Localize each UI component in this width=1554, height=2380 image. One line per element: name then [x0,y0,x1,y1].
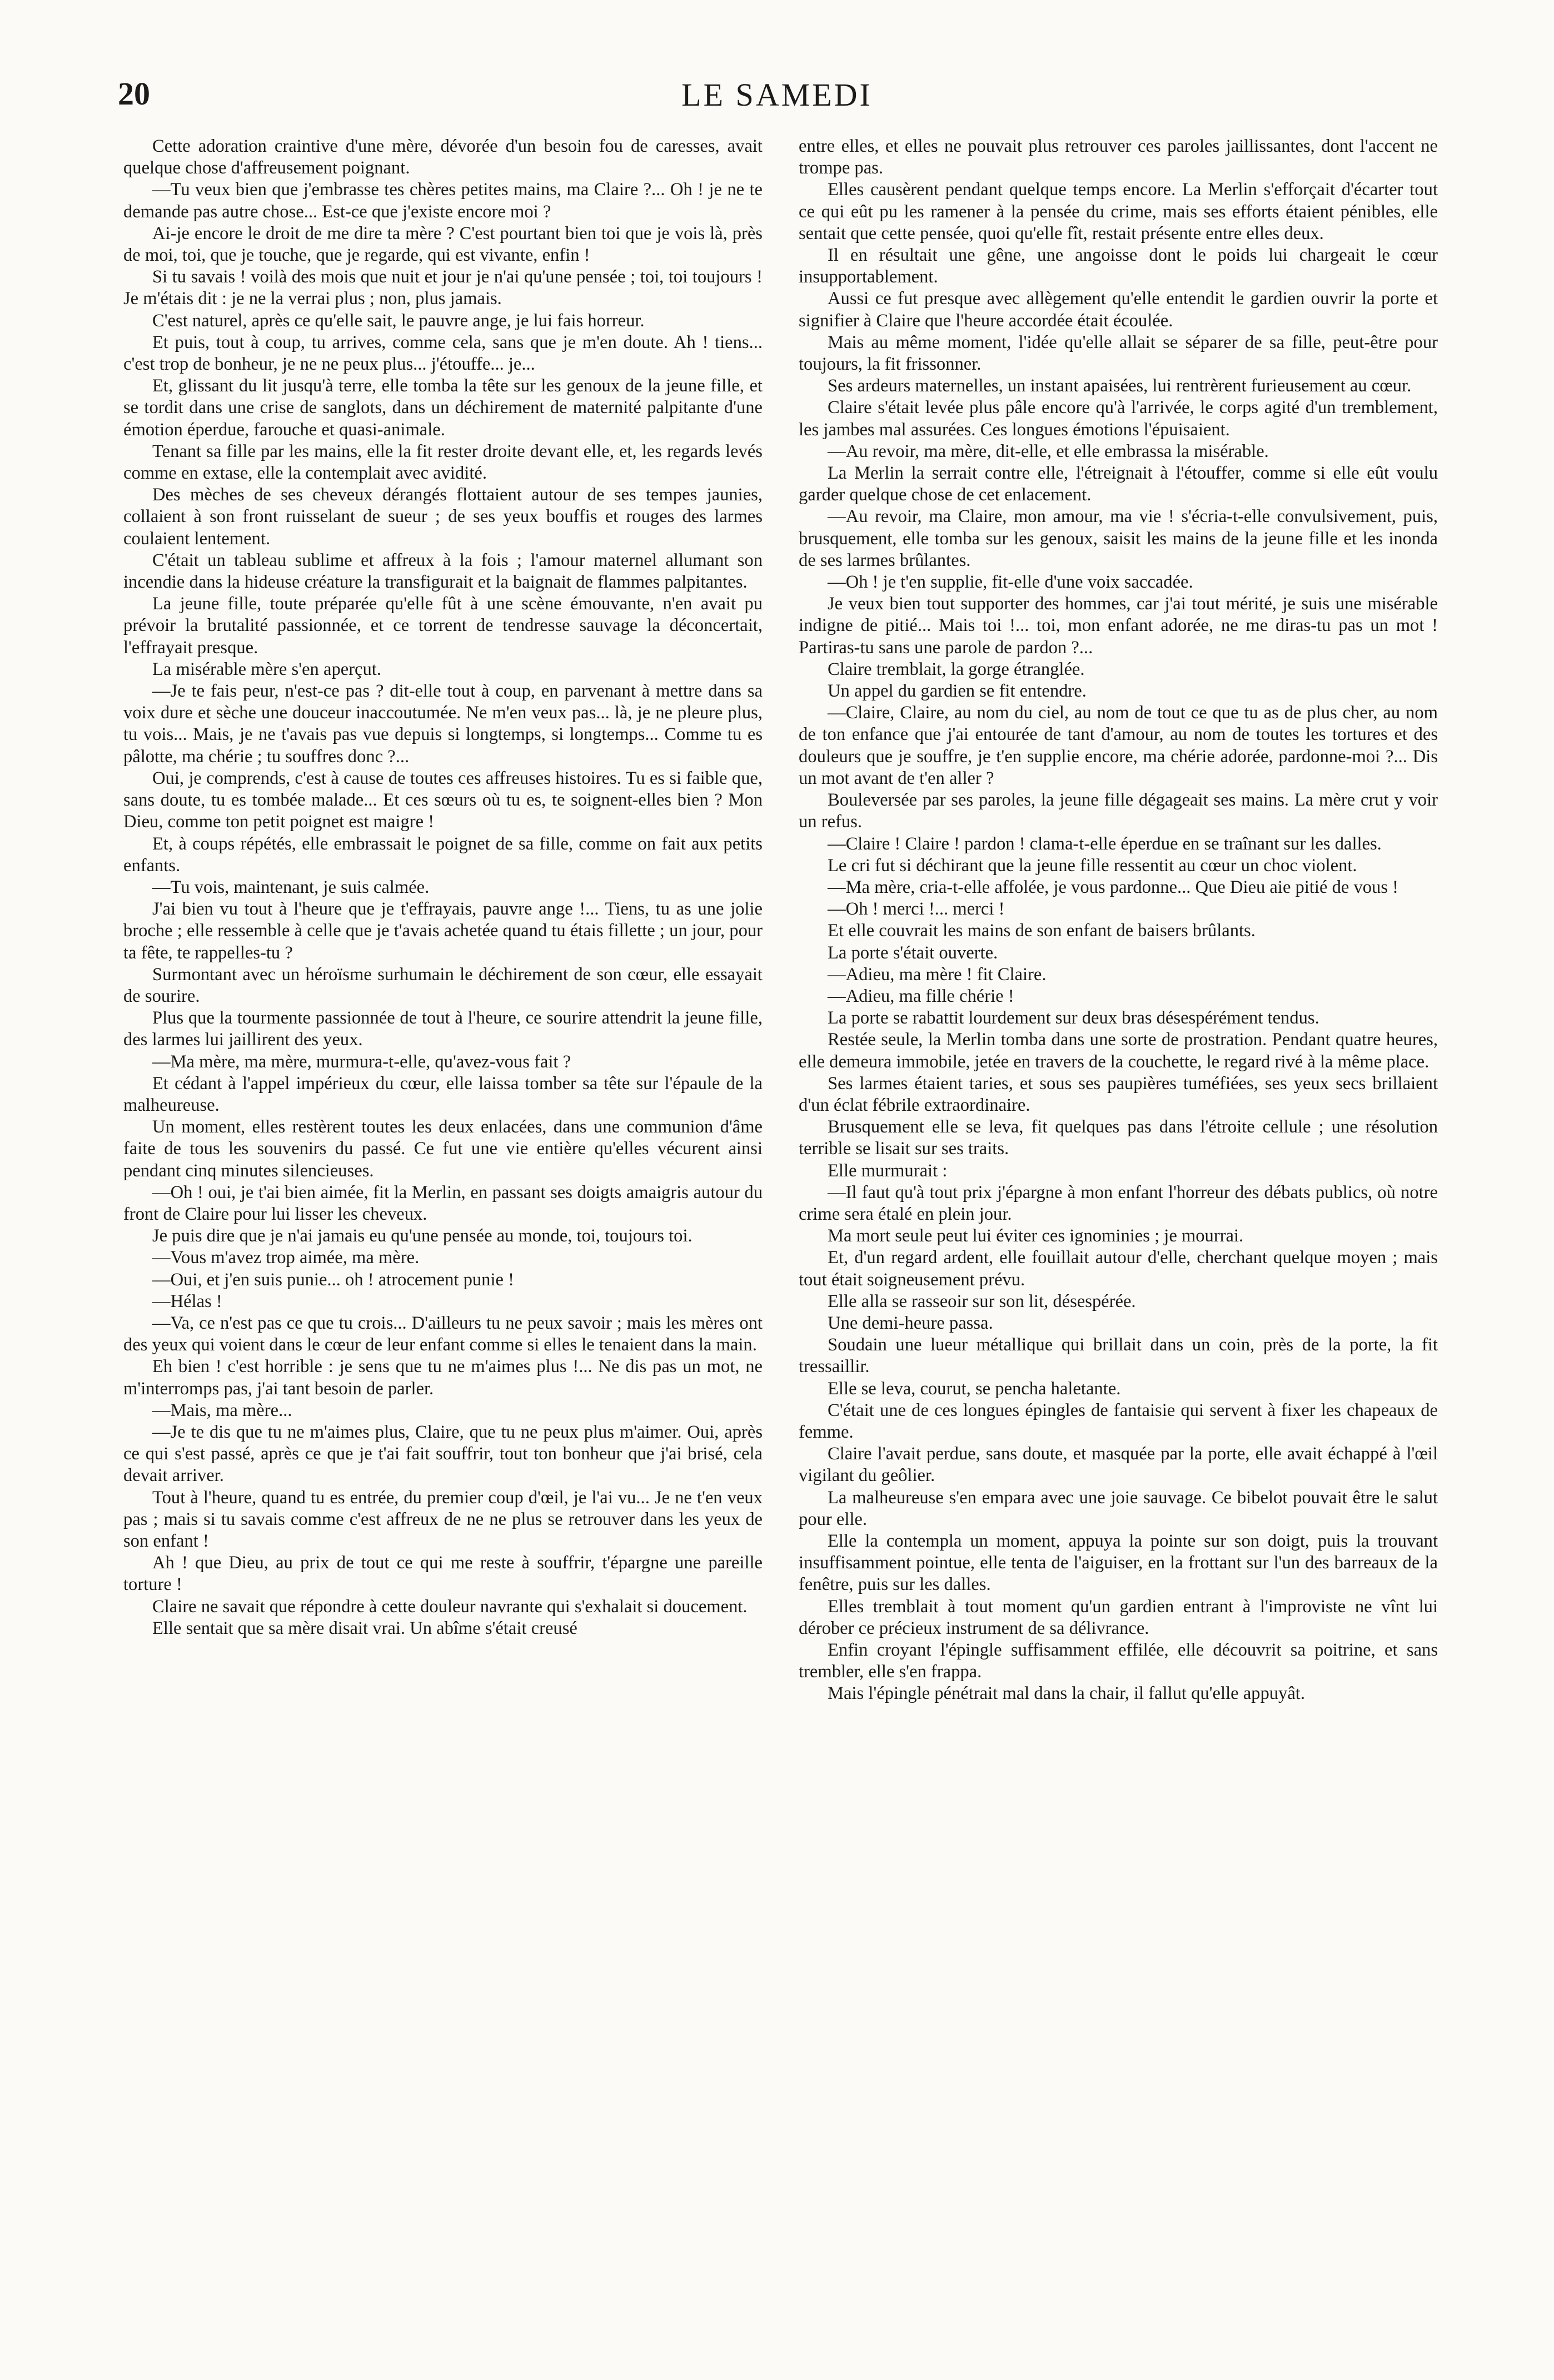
paragraph: Brusquement elle se leva, fit quelques pas dans l'étroite cellule ; une résolution terrible se lisait sur ses traits. [799,1117,1438,1159]
paragraph: Je puis dire que je n'ai jamais eu qu'une pensée au monde, toi, toujours toi. [152,1226,693,1246]
paragraph: La Merlin la serrait contre elle, l'étreignait à l'étouffer, comme si elle eût voulu garder quelque chose de cet enlacement. [799,463,1438,505]
paragraph: —Ma mère, cria-t-elle affolée, je vous pardonne... Que Dieu aie pitié de vous ! [828,877,1399,897]
text-column-right [799,136,1438,1705]
paragraph: Une demi-heure passa. [828,1313,993,1333]
paragraph: Elle se leva, courut, se pencha haletante. [828,1378,1121,1399]
paragraph: —Au revoir, ma mère, dit-elle, et elle embrassa la misérable. [828,441,1269,461]
paragraph: —Je te fais peur, n'est-ce pas ? dit-elle tout à coup, en parvenant à mettre dans sa voix dure et sèche une douceur inaccoutumée. Ne m'en veux pas... là, je ne pleure plus, tu vois... Mais, je ne t'avais pas vue depuis si longtemps, si longtemps... Comme tu es pâlotte, ma chérie ; tu souffres donc ?... [123,681,763,767]
text-column-left [123,136,763,1639]
paragraph: Elles tremblait à tout moment qu'un gardien entrant à l'improviste ne vînt lui dérober ce précieux instrument de sa délivrance. [799,1596,1438,1638]
paragraph: Un moment, elles restèrent toutes les deux enlacées, dans une communion d'âme faite de tous les souvenirs du passé. Ce fut une vie entière qu'elles vécurent ainsi pendant cinq minutes silencieuses. [123,1117,763,1181]
paragraph: La porte se rabattit lourdement sur deux bras désespérément tendus. [828,1008,1319,1028]
paragraph: —Hélas ! [152,1291,222,1311]
paragraph: Soudain une lueur métallique qui brillait dans un coin, près de la porte, la fit tressaillir. [799,1335,1438,1377]
paragraph: Enfin croyant l'épingle suffisamment effilée, elle découvrit sa poitrine, et sans trembler, elle s'en frappa. [799,1640,1438,1682]
paragraph: Bouleversée par ses paroles, la jeune fille dégageait ses mains. La mère crut y voir un refus. [799,790,1438,832]
paragraph: Mais au même moment, l'idée qu'elle allait se séparer de sa fille, peut-être pour toujours, la fit frissonner. [799,332,1438,375]
paragraph: entre elles, et elles ne pouvait plus retrouver ces paroles jaillissantes, dont l'accent ne trompe pas. [799,136,1438,178]
paragraph: J'ai bien vu tout à l'heure que je t'effrayais, pauvre ange !... Tiens, tu as une jolie broche ; elle ressemble à celle que je t'avais achetée quand tu étais fillette ; un jour, pour ta fête, te rappelles-tu ? [123,899,763,963]
paragraph: Elle la contempla un moment, appuya la pointe sur son doigt, puis la trouvant insuffisamment pointue, elle tenta de l'aiguiser, en la frottant sur l'un des barreaux de la fenêtre, puis sur les dalles. [799,1531,1438,1595]
paragraph: —Claire, Claire, au nom du ciel, au nom de tout ce que tu as de plus cher, au nom de ton enfance que j'ai entourée de tant d'amour, au nom de toutes les tortures et des douleurs que je souffre, je t'en supplie encore, ma chérie adorée, pardonne-moi ?... Dis un mot avant de t'en aller ? [799,703,1438,788]
paragraph: —Oh ! je t'en supplie, fit-elle d'une voix saccadée. [828,572,1193,593]
paragraph: —Il faut qu'à tout prix j'épargne à mon enfant l'horreur des débats publics, où notre crime sera étalé en plein jour. [799,1182,1438,1224]
paragraph: C'était une de ces longues épingles de fantaisie qui servent à fixer les chapeaux de femme. [799,1400,1438,1442]
paragraph: Elle murmurait : [828,1160,948,1181]
paragraph: Elle sentait que sa mère disait vrai. Un abîme s'était creusé [152,1618,577,1638]
paragraph: C'est naturel, après ce qu'elle sait, le pauvre ange, je lui fais horreur. [152,310,645,331]
paragraph: Si tu savais ! voilà des mois que nuit et jour je n'ai qu'une pensée ; toi, toi toujours ! Je m'étais dit : je ne la verrai plus ; non, plus jamais. [123,267,763,309]
paragraph: Oui, je comprends, c'est à cause de toutes ces affreuses histoires. Tu es si faible que, sans doute, tu es tombée malade... Et ces sœurs où tu es, te soignent-elles bien ? Mon Dieu, comme ton petit poignet est maigre ! [123,768,763,832]
paragraph: —Ma mère, ma mère, murmura-t-elle, qu'avez-vous fait ? [152,1051,571,1072]
paragraph: La jeune fille, toute préparée qu'elle fût à une scène émouvante, n'en avait pu prévoir la brutalité passionnée, et ce torrent de tendresse sauvage la déconcertait, l'effrayait presque. [123,594,763,658]
paragraph: Ai-je encore le droit de me dire ta mère ? C'est pourtant bien toi que je vois là, près de moi, toi, que je touche, que je regarde, qui est vivante, enfin ! [123,223,763,266]
paragraph: Et cédant à l'appel impérieux du cœur, elle laissa tomber sa tête sur l'épaule de la malheureuse. [123,1073,763,1115]
paragraph: Eh bien ! c'est horrible : je sens que tu ne m'aimes plus !... Ne dis pas un mot, ne m'interromps pas, j'ai tant besoin de parler. [123,1357,763,1399]
paragraph: —Tu veux bien que j'embrasse tes chères petites mains, ma Claire ?... Oh ! je ne te demande pas autre chose... Est-ce que j'existe encore moi ? [123,180,763,222]
paragraph: —Adieu, ma fille chérie ! [828,986,1014,1006]
paragraph: —Oh ! merci !... merci ! [828,899,1005,920]
paragraph: Et, glissant du lit jusqu'à terre, elle tomba la tête sur les genoux de la jeune fille, et se tordit dans une crise de sanglots, dans un déchirement de maternité palpitante d'une émotion éperdue, farouche et quasi-animale. [123,376,763,440]
paragraph: Des mèches de ses cheveux dérangés flottaient autour de ses tempes jaunies, collaient à son front ruisselant de sueur ; de ses yeux bouffis et rouges des larmes coulaient lentement. [123,485,763,549]
paragraph: Ses ardeurs maternelles, un instant apaisées, lui rentrèrent furieusement au cœur. [828,376,1412,396]
paragraph: —Mais, ma mère... [152,1400,292,1420]
paragraph: Un appel du gardien se fit entendre. [828,681,1087,702]
paragraph: Elle alla se rasseoir sur son lit, désespérée. [828,1291,1136,1311]
paragraph: —Tu vois, maintenant, je suis calmée. [152,877,430,897]
paragraph: Claire tremblait, la gorge étranglée. [828,659,1085,679]
paragraph: Claire ne savait que répondre à cette douleur navrante qui s'exhalait si doucement. [152,1596,748,1617]
paragraph: Mais l'épingle pénétrait mal dans la chair, il fallut qu'elle appuyât. [828,1683,1305,1704]
paragraph: Et, d'un regard ardent, elle fouillait autour d'elle, cherchant quelque moyen ; mais tout était soigneusement prévu. [799,1248,1438,1290]
paragraph: Claire s'était levée plus pâle encore qu'à l'arrivée, le corps agité d'un tremblement, les jambes mal assurées. Ces longues émotions l'épuisaient. [799,398,1438,440]
paragraph: Restée seule, la Merlin tomba dans une sorte de prostration. Pendant quatre heures, elle demeura immobile, jetée en travers de la couchette, le regard rivé à la même place. [799,1030,1438,1072]
paragraph: Ma mort seule peut lui éviter ces ignominies ; je mourrai. [828,1226,1244,1246]
running-title: LE SAMEDI [681,77,873,113]
paragraph: La misérable mère s'en aperçut. [152,659,381,679]
page-number: 20 [118,76,150,112]
paragraph: —Je te dis que tu ne m'aimes plus, Claire, que tu ne peux plus m'aimer. Oui, après ce qui s'est passé, après ce que je t'ai fait souffrir, tout ton bonheur que j'ai brisé, cela devait arriver. [123,1422,763,1486]
paragraph: —Adieu, ma mère ! fit Claire. [828,964,1047,985]
paragraph: Cette adoration craintive d'une mère, dévorée d'un besoin fou de caresses, avait quelque chose d'affreusement poignant. [123,136,763,178]
paragraph: —Vous m'avez trop aimée, ma mère. [152,1248,420,1268]
paragraph: Surmontant avec un héroïsme surhumain le déchirement de son cœur, elle essayait de sourire. [123,964,763,1006]
paragraph: La porte s'était ouverte. [828,942,998,963]
paragraph: Aussi ce fut presque avec allègement qu'elle entendit le gardien ouvrir la porte et signifier à Claire que l'heure accordée était écoulée. [799,289,1438,331]
paragraph: Je veux bien tout supporter des hommes, car j'ai tout mérité, je suis une misérable indigne de pitié... Mais toi !... toi, mon enfant adorée, ne me diras-tu pas un mot ! Partiras-tu sans une parole de pardon ?... [799,594,1438,658]
paragraph: Et puis, tout à coup, tu arrives, comme cela, sans que je m'en doute. Ah ! tiens... c'est trop de bonheur, je ne ne peux plus... j'étouffe... je... [123,332,763,375]
paragraph: Claire l'avait perdue, sans doute, et masquée par la porte, elle avait échappé à l'œil vigilant du geôlier. [799,1444,1438,1486]
paragraph: Ses larmes étaient taries, et sous ses paupières tuméfiées, ses yeux secs brillaient d'un éclat fébrile extraordinaire. [799,1073,1438,1115]
paragraph: C'était un tableau sublime et affreux à la fois ; l'amour maternel allumant son incendie dans la hideuse créature la transfigurait et la baignait de flammes palpitantes. [123,550,763,593]
paragraph: Le cri fut si déchirant que la jeune fille ressentit au cœur un choc violent. [828,855,1357,876]
paragraph: —Oh ! oui, je t'ai bien aimée, fit la Merlin, en passant ses doigts amaigris autour du front de Claire pour lui lisser les cheveux. [123,1182,763,1224]
paragraph: Et, à coups répétés, elle embrassait le poignet de sa fille, comme on fait aux petits enfants. [123,833,763,876]
paragraph: Ah ! que Dieu, au prix de tout ce qui me reste à souffrir, t'épargne une pareille torture ! [123,1553,763,1595]
paragraph: Plus que la tourmente passionnée de tout à l'heure, ce sourire attendrit la jeune fille, des larmes lui jaillirent des yeux. [123,1008,763,1050]
paragraph: Il en résultait une gêne, une angoisse dont le poids lui chargeait le cœur insupportablement. [799,245,1438,287]
paragraph: Tout à l'heure, quand tu es entrée, du premier coup d'œil, je l'ai vu... Je ne t'en veux pas ; mais si tu savais comme c'est affreux de ne ne plus se retrouver dans les yeux de son enfant ! [123,1487,763,1551]
paragraph: Et elle couvrait les mains de son enfant de baisers brûlants. [828,921,1256,941]
paragraph: Elles causèrent pendant quelque temps encore. La Merlin s'efforçait d'écarter tout ce qui eût pu les ramener à la pensée du crime, mais ses efforts étaient pénibles, elle sentait que cette pensée, quoi qu'elle fît, restait présente entre elles deux. [799,180,1438,244]
paragraph: —Oui, et j'en suis punie... oh ! atrocement punie ! [152,1269,514,1290]
paragraph: La malheureuse s'en empara avec une joie sauvage. Ce bibelot pouvait être le salut pour elle. [799,1487,1438,1529]
paragraph: —Claire ! Claire ! pardon ! clama-t-elle éperdue en se traînant sur les dalles. [828,833,1382,854]
paragraph: —Au revoir, ma Claire, mon amour, ma vie ! s'écria-t-elle convulsivement, puis, brusquement, elle tomba sur les genoux, saisit les mains de la jeune fille et les inonda de ses larmes brûlantes. [799,506,1438,570]
paragraph: Tenant sa fille par les mains, elle la fit rester droite devant elle, et, les regards levés comme en extase, elle la contemplait avec avidité. [123,441,763,484]
paragraph: —Va, ce n'est pas ce que tu crois... D'ailleurs tu ne peux savoir ; mais les mères ont des yeux qui voient dans le cœur de leur enfant comme si elles le tenaient dans la main. [123,1313,763,1355]
